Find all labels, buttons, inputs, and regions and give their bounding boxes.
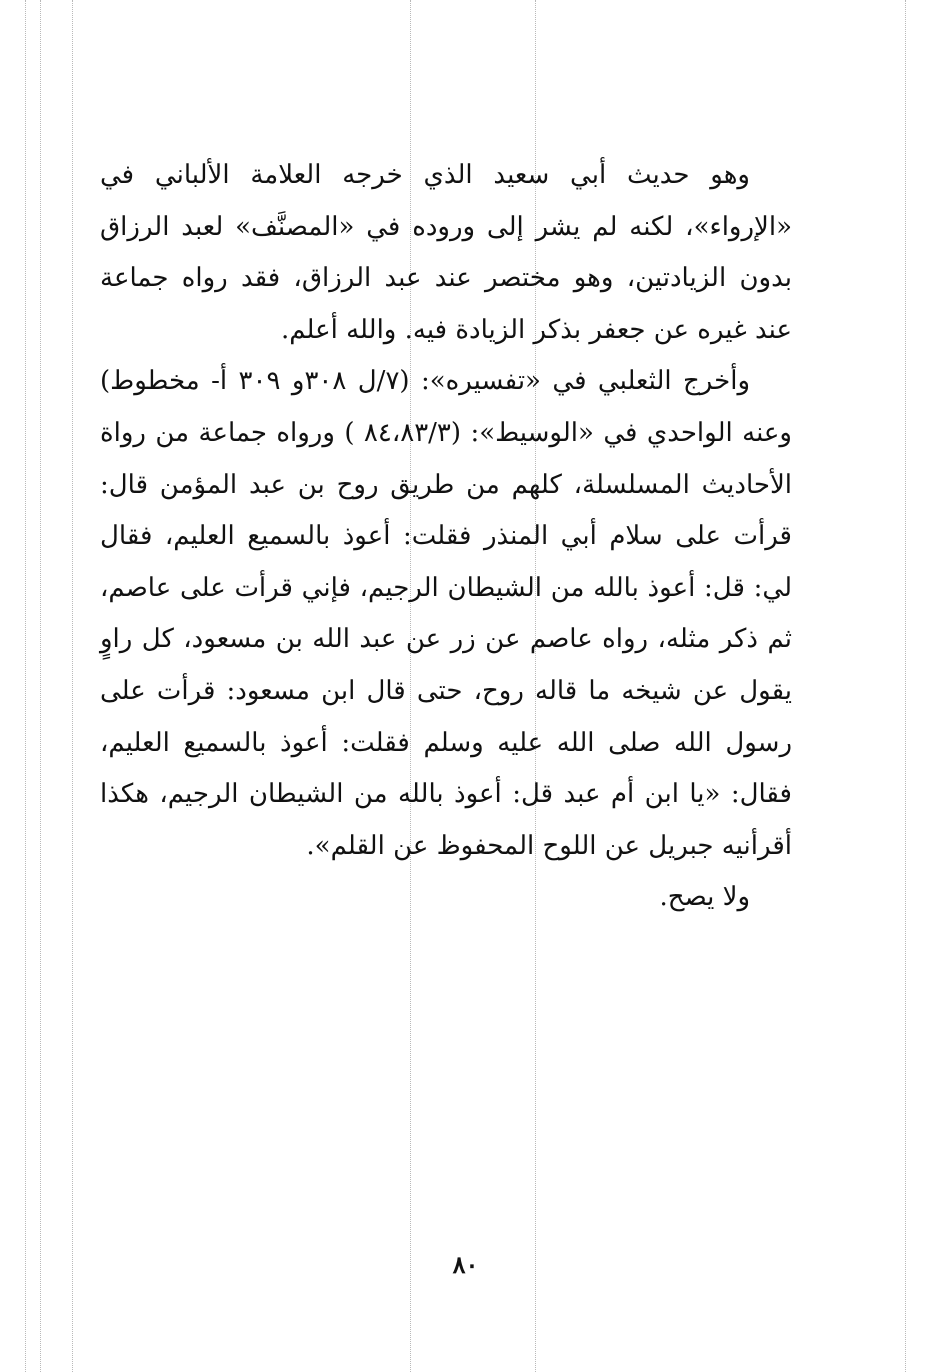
dotted-guide-line <box>25 0 26 1372</box>
body-text <box>100 150 792 924</box>
dotted-guide-line <box>72 0 73 1372</box>
dotted-guide-line <box>905 0 906 1372</box>
paragraph: ولا يصح. <box>659 882 750 913</box>
page-number: ٨٠ <box>452 1250 479 1279</box>
paragraph: وأخرج الثعلبي في «تفسيره»: (٧/ل ٣٠٨و ٣٠٩ أ- مخطوط) وعنه الواحدي في «الوسيط»: (٨٤،٨٣/٣ ) ورواه جماعة من رواة الأحاديث المسلسلة، كلهم من طريق روح بن عبد المؤمن قال: قرأت على سلام أبي المنذر فقلت: أعوذ بالسميع العليم، فقال لي: قل: أعوذ بالله من الشيطان الرجيم، فإني قرأت على عاصم، ثم ذكر مثله، رواه عاصم عن زر عن عبد الله بن مسعود، كل راوٍ يقول عن شيخه ما قاله روح، حتى قال ابن مسعود: قرأت على رسول الله صلى الله عليه وسلم فقلت: أعوذ بالسميع العليم، فقال: «يا ابن أم عبد قل: أعوذ بالله من الشيطان الرجيم، هكذا أقرأنيه جبريل عن اللوح المحفوظ عن القلم». <box>100 366 792 861</box>
dotted-guide-line <box>40 0 41 1372</box>
paragraph: وهو حديث أبي سعيد الذي خرجه العلامة الألباني في «الإرواء»، لكنه لم يشر إلى وروده في «المصنَّف» لعبد الرزاق بدون الزيادتين، وهو مختصر عند عبد الرزاق، فقد رواه جماعة عند غيره عن جعفر بذكر الزيادة فيه. والله أعلم. <box>100 160 792 345</box>
